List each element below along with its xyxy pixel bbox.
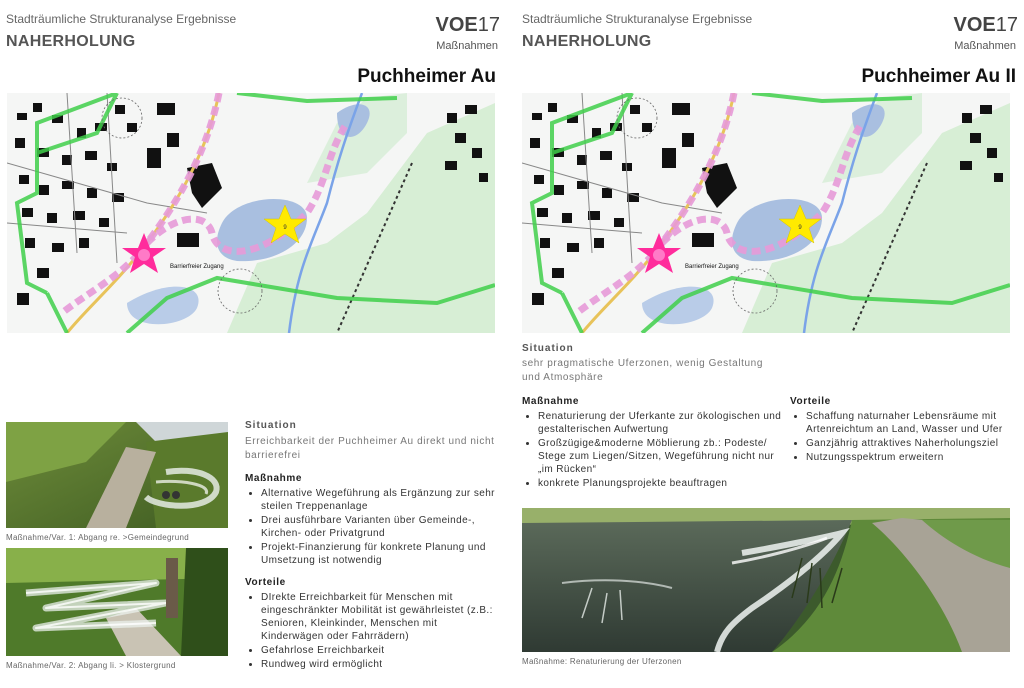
photo-variant-2 xyxy=(6,548,228,656)
vorteile-label: Vorteile xyxy=(790,396,831,407)
list-item: • Alternative Wegeführung als Ergänzung zur sehr steilen Treppenanlage xyxy=(261,487,500,513)
vorteile-list xyxy=(245,591,500,671)
massnahme-list xyxy=(522,410,784,490)
page-title: Puchheimer Au II xyxy=(861,66,1016,87)
marker-number: 9 xyxy=(798,225,802,231)
situation-text: sehr pragmatische Uferzonen, wenig Gestaltung und Atmosphäre xyxy=(522,358,764,383)
photo-pond-graphic xyxy=(522,508,1010,652)
photo-variant-1-graphic xyxy=(6,422,228,528)
situation-label: Situation xyxy=(522,343,574,354)
code-number: 17 xyxy=(477,14,500,36)
page-title: Puchheimer Au xyxy=(357,66,496,87)
map-graphic xyxy=(7,93,495,333)
page-heading: NAHERHOLUNG xyxy=(522,33,652,50)
subheading: Stadträumliche Strukturanalyse Ergebnisse xyxy=(522,12,753,26)
subheading: Stadträumliche Strukturanalyse Ergebnisse xyxy=(6,12,237,26)
situation-text: Erreichbarkeit der Puchheimer Au direkt und nicht barrierefrei xyxy=(245,436,495,461)
list-item: • Nutzungsspektrum erweitern xyxy=(806,451,1020,464)
massnahme-section xyxy=(522,396,784,491)
photo-variant-2-graphic xyxy=(6,548,228,656)
code-prefix: VOE xyxy=(435,14,478,36)
photo-variant-1 xyxy=(6,422,228,528)
vorteile-list xyxy=(790,410,1020,464)
map-label: Barrierfreier Zugang xyxy=(170,264,224,270)
massnahme-list xyxy=(245,487,500,567)
list-item: • Drei ausführbare Varianten über Gemeinde-, Kirchen- oder Privatgrund xyxy=(261,514,500,540)
code-prefix: VOE xyxy=(953,14,996,36)
massnahme-label: Maßnahme xyxy=(245,473,303,484)
list-item: • Rundweg wird ermöglicht xyxy=(261,658,500,671)
photo-variant-1-caption: Maßnahme/Var. 1: Abgang re. >Gemeindegrund xyxy=(6,533,190,542)
massnahme-label: Maßnahme xyxy=(522,396,580,407)
list-item: • Schaffung naturnaher Lebensräume mit Artenreichtum an Land, Wasser und Ufer xyxy=(806,410,1020,436)
list-item: • konkrete Planungsprojekte beauftragen xyxy=(538,477,784,490)
code-subtitle: Maßnahmen xyxy=(954,40,1016,52)
page-right xyxy=(512,0,1024,688)
vorteile-section xyxy=(790,396,1020,465)
map-label: Barrierfreier Zugang xyxy=(685,264,739,270)
document-code xyxy=(436,14,501,37)
vorteile-label: Vorteile xyxy=(245,577,286,588)
map-graphic xyxy=(522,93,1010,333)
photo-pond-caption: Maßnahme: Renaturierung der Uferzonen xyxy=(522,657,682,666)
list-item: • Projekt-Finanzierung für konkrete Planung und Umsetzung ist notwendig xyxy=(261,541,500,567)
massnahme-section xyxy=(245,473,500,568)
list-item: • Renaturierung der Uferkante zur ökologischen und gestalterischen Aufwertung xyxy=(538,410,784,436)
photo-variant-2-caption: Maßnahme/Var. 2: Abgang li. > Klostergrund xyxy=(6,661,176,670)
marker-number: 9 xyxy=(283,225,287,231)
situation-label: Situation xyxy=(245,420,297,431)
vorteile-section xyxy=(245,577,500,672)
document-code xyxy=(954,14,1019,37)
code-number: 17 xyxy=(995,14,1018,36)
photo-pond xyxy=(522,508,1010,652)
list-item: • Großzügige&moderne Möblierung zb.: Podeste/ Stege zum Liegen/Sitzen, Wegeführung nicht nur „im Rücken“ xyxy=(538,437,784,476)
code-subtitle: Maßnahmen xyxy=(436,40,498,52)
list-item: • Ganzjährig attraktives Naherholungsziel xyxy=(806,437,1020,450)
page-heading: NAHERHOLUNG xyxy=(6,33,136,50)
list-item: • DIrekte Erreichbarkeit für Menschen mit eingeschränkter Mobilität ist gewährleistet (z.B.: Senioren, Kleinkinder, Menschen mit Kinderwägen oder Fahrrädern) xyxy=(261,591,500,643)
site-map xyxy=(7,93,495,333)
site-map xyxy=(522,93,1010,333)
list-item: • Gefahrlose Erreichbarkeit xyxy=(261,644,500,657)
